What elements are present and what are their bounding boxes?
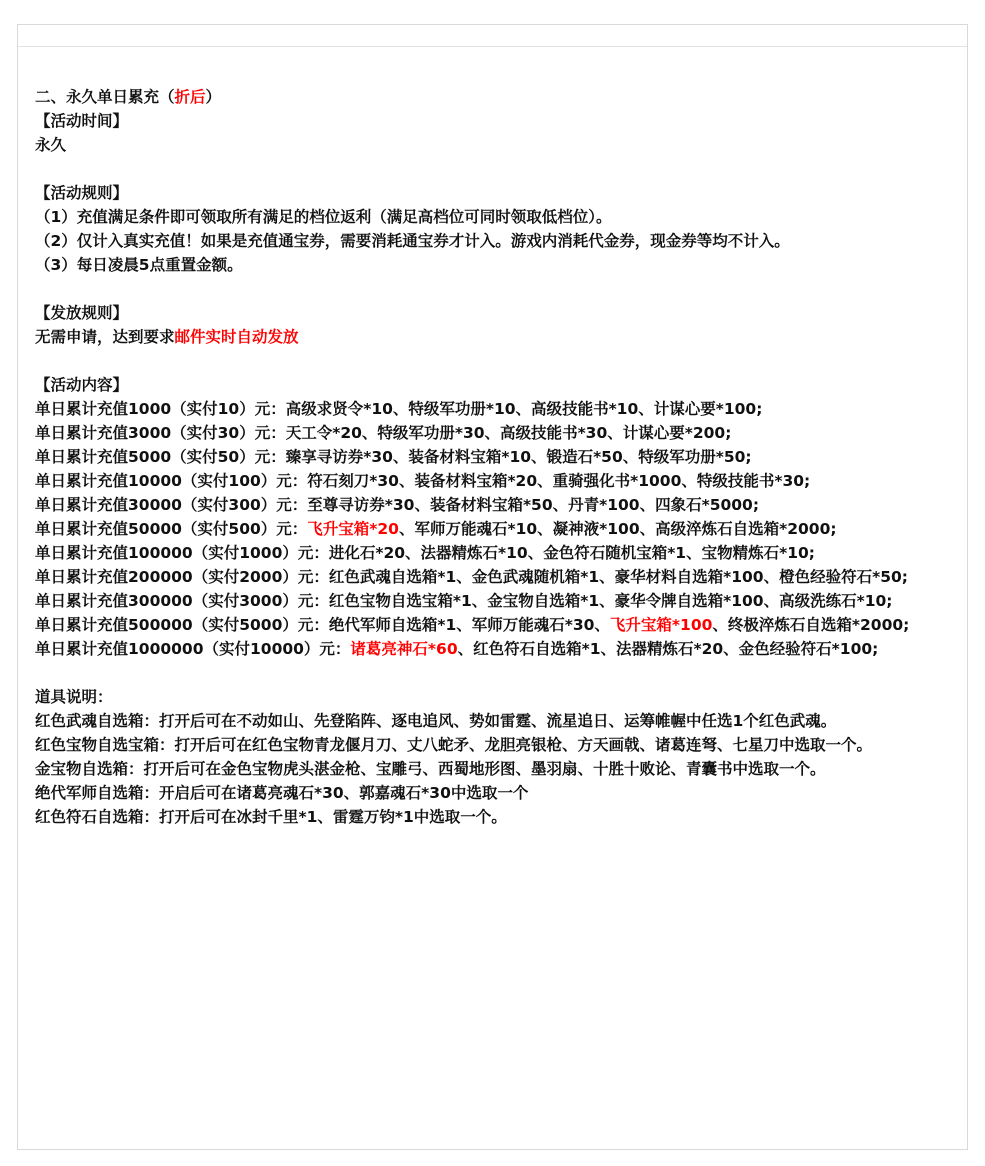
document-content — [18, 47, 954, 829]
distribution-highlight: 邮件实时自动发放 — [174, 328, 299, 346]
reward-tier: 单日累计充值1000000（实付10000）元：诸葛亮神石*60、红色符石自选箱*1、法器精炼石*20、金色经验符石*100; — [35, 640, 879, 658]
reward-tier: 单日累计充值500000（实付5000）元：绝代军师自选箱*1、军师万能魂石*30、飞升宝箱*100、终极淬炼石自选箱*2000; — [35, 616, 910, 634]
reward-tier: 单日累计充值3000（实付30）元：天工令*20、特级军功册*30、高级技能书*30、计谋心要*200; — [35, 424, 732, 442]
activity-time-value: 永久 — [35, 136, 67, 154]
frame-header-bar — [18, 25, 967, 47]
reward-highlight: 诸葛亮神石*60 — [350, 640, 458, 658]
rule-item: （2）仅计入真实充值！如果是充值通宝券，需要消耗通宝券才计入。游戏内消耗代金券，现金券等均不计入。 — [35, 232, 790, 250]
reward-highlight: 飞升宝箱*100 — [609, 616, 713, 634]
item-descriptions-header: 道具说明： — [35, 688, 113, 706]
reward-tier: 单日累计充值1000（实付10）元：高级求贤令*10、特级军功册*10、高级技能书*10、计谋心要*100; — [35, 400, 763, 418]
rule-item: （1）充值满足条件即可领取所有满足的档位返利（满足高档位可同时领取低档位）。 — [35, 208, 612, 226]
distribution-rules-header: 【发放规则】 — [35, 304, 129, 322]
reward-tier: 单日累计充值5000（实付50）元：臻享寻访券*30、装备材料宝箱*10、锻造石*50、特级军功册*50; — [35, 448, 752, 466]
reward-tier: 单日累计充值30000（实付300）元：至尊寻访券*30、装备材料宝箱*50、丹青*100、四象石*5000; — [35, 496, 760, 514]
reward-tier: 单日累计充值200000（实付2000）元：红色武魂自选箱*1、金色武魂随机箱*1、豪华材料自选箱*100、橙色经验符石*50; — [35, 568, 908, 586]
reward-highlight: 飞升宝箱*20 — [307, 520, 399, 538]
item-descriptions-list — [35, 709, 954, 829]
activity-time-header: 【活动时间】 — [35, 112, 129, 130]
reward-tier: 单日累计充值50000（实付500）元：飞升宝箱*20、军师万能魂石*10、凝神液*100、高级淬炼石自选箱*2000; — [35, 520, 837, 538]
reward-tier: 单日累计充值10000（实付100）元：符石刻刀*30、装备材料宝箱*20、重骑强化书*1000、特级技能书*30; — [35, 472, 811, 490]
item-description: 红色符石自选箱：打开后可在冰封千里*1、雷霆万钧*1中选取一个。 — [35, 808, 507, 826]
section-title-highlight: 折后 — [174, 88, 206, 106]
section-title: 二、永久单日累充（折后） — [35, 88, 222, 106]
activity-rules-header: 【活动规则】 — [35, 184, 129, 202]
reward-tier: 单日累计充值300000（实付3000）元：红色宝物自选宝箱*1、金宝物自选箱*1、豪华令牌自选箱*100、高级洗练石*10; — [35, 592, 893, 610]
item-description: 绝代军师自选箱：开启后可在诸葛亮魂石*30、郭嘉魂石*30中选取一个 — [35, 784, 529, 802]
rule-item: （3）每日凌晨5点重置金额。 — [35, 256, 243, 274]
distribution-rules-text: 无需申请，达到要求邮件实时自动发放 — [35, 328, 299, 346]
activity-rules-list — [35, 205, 954, 277]
activity-content-header: 【活动内容】 — [35, 376, 129, 394]
item-description: 红色武魂自选箱：打开后可在不动如山、先登陷阵、逐电追风、势如雷霆、流星追日、运筹帷幄中任选1个红色武魂。 — [35, 712, 837, 730]
item-description: 红色宝物自选宝箱：打开后可在红色宝物青龙偃月刀、丈八蛇矛、龙胆亮银枪、方天画戟、诸葛连弩、七星刀中选取一个。 — [35, 736, 873, 754]
item-description: 金宝物自选箱：打开后可在金色宝物虎头湛金枪、宝雕弓、西蜀地形图、墨羽扇、十胜十败论、青囊书中选取一个。 — [35, 760, 826, 778]
reward-tier: 单日累计充值100000（实付1000）元：进化石*20、法器精炼石*10、金色符石随机宝箱*1、宝物精炼石*10; — [35, 544, 815, 562]
reward-tier-list — [35, 397, 954, 661]
document-frame — [17, 24, 968, 1150]
